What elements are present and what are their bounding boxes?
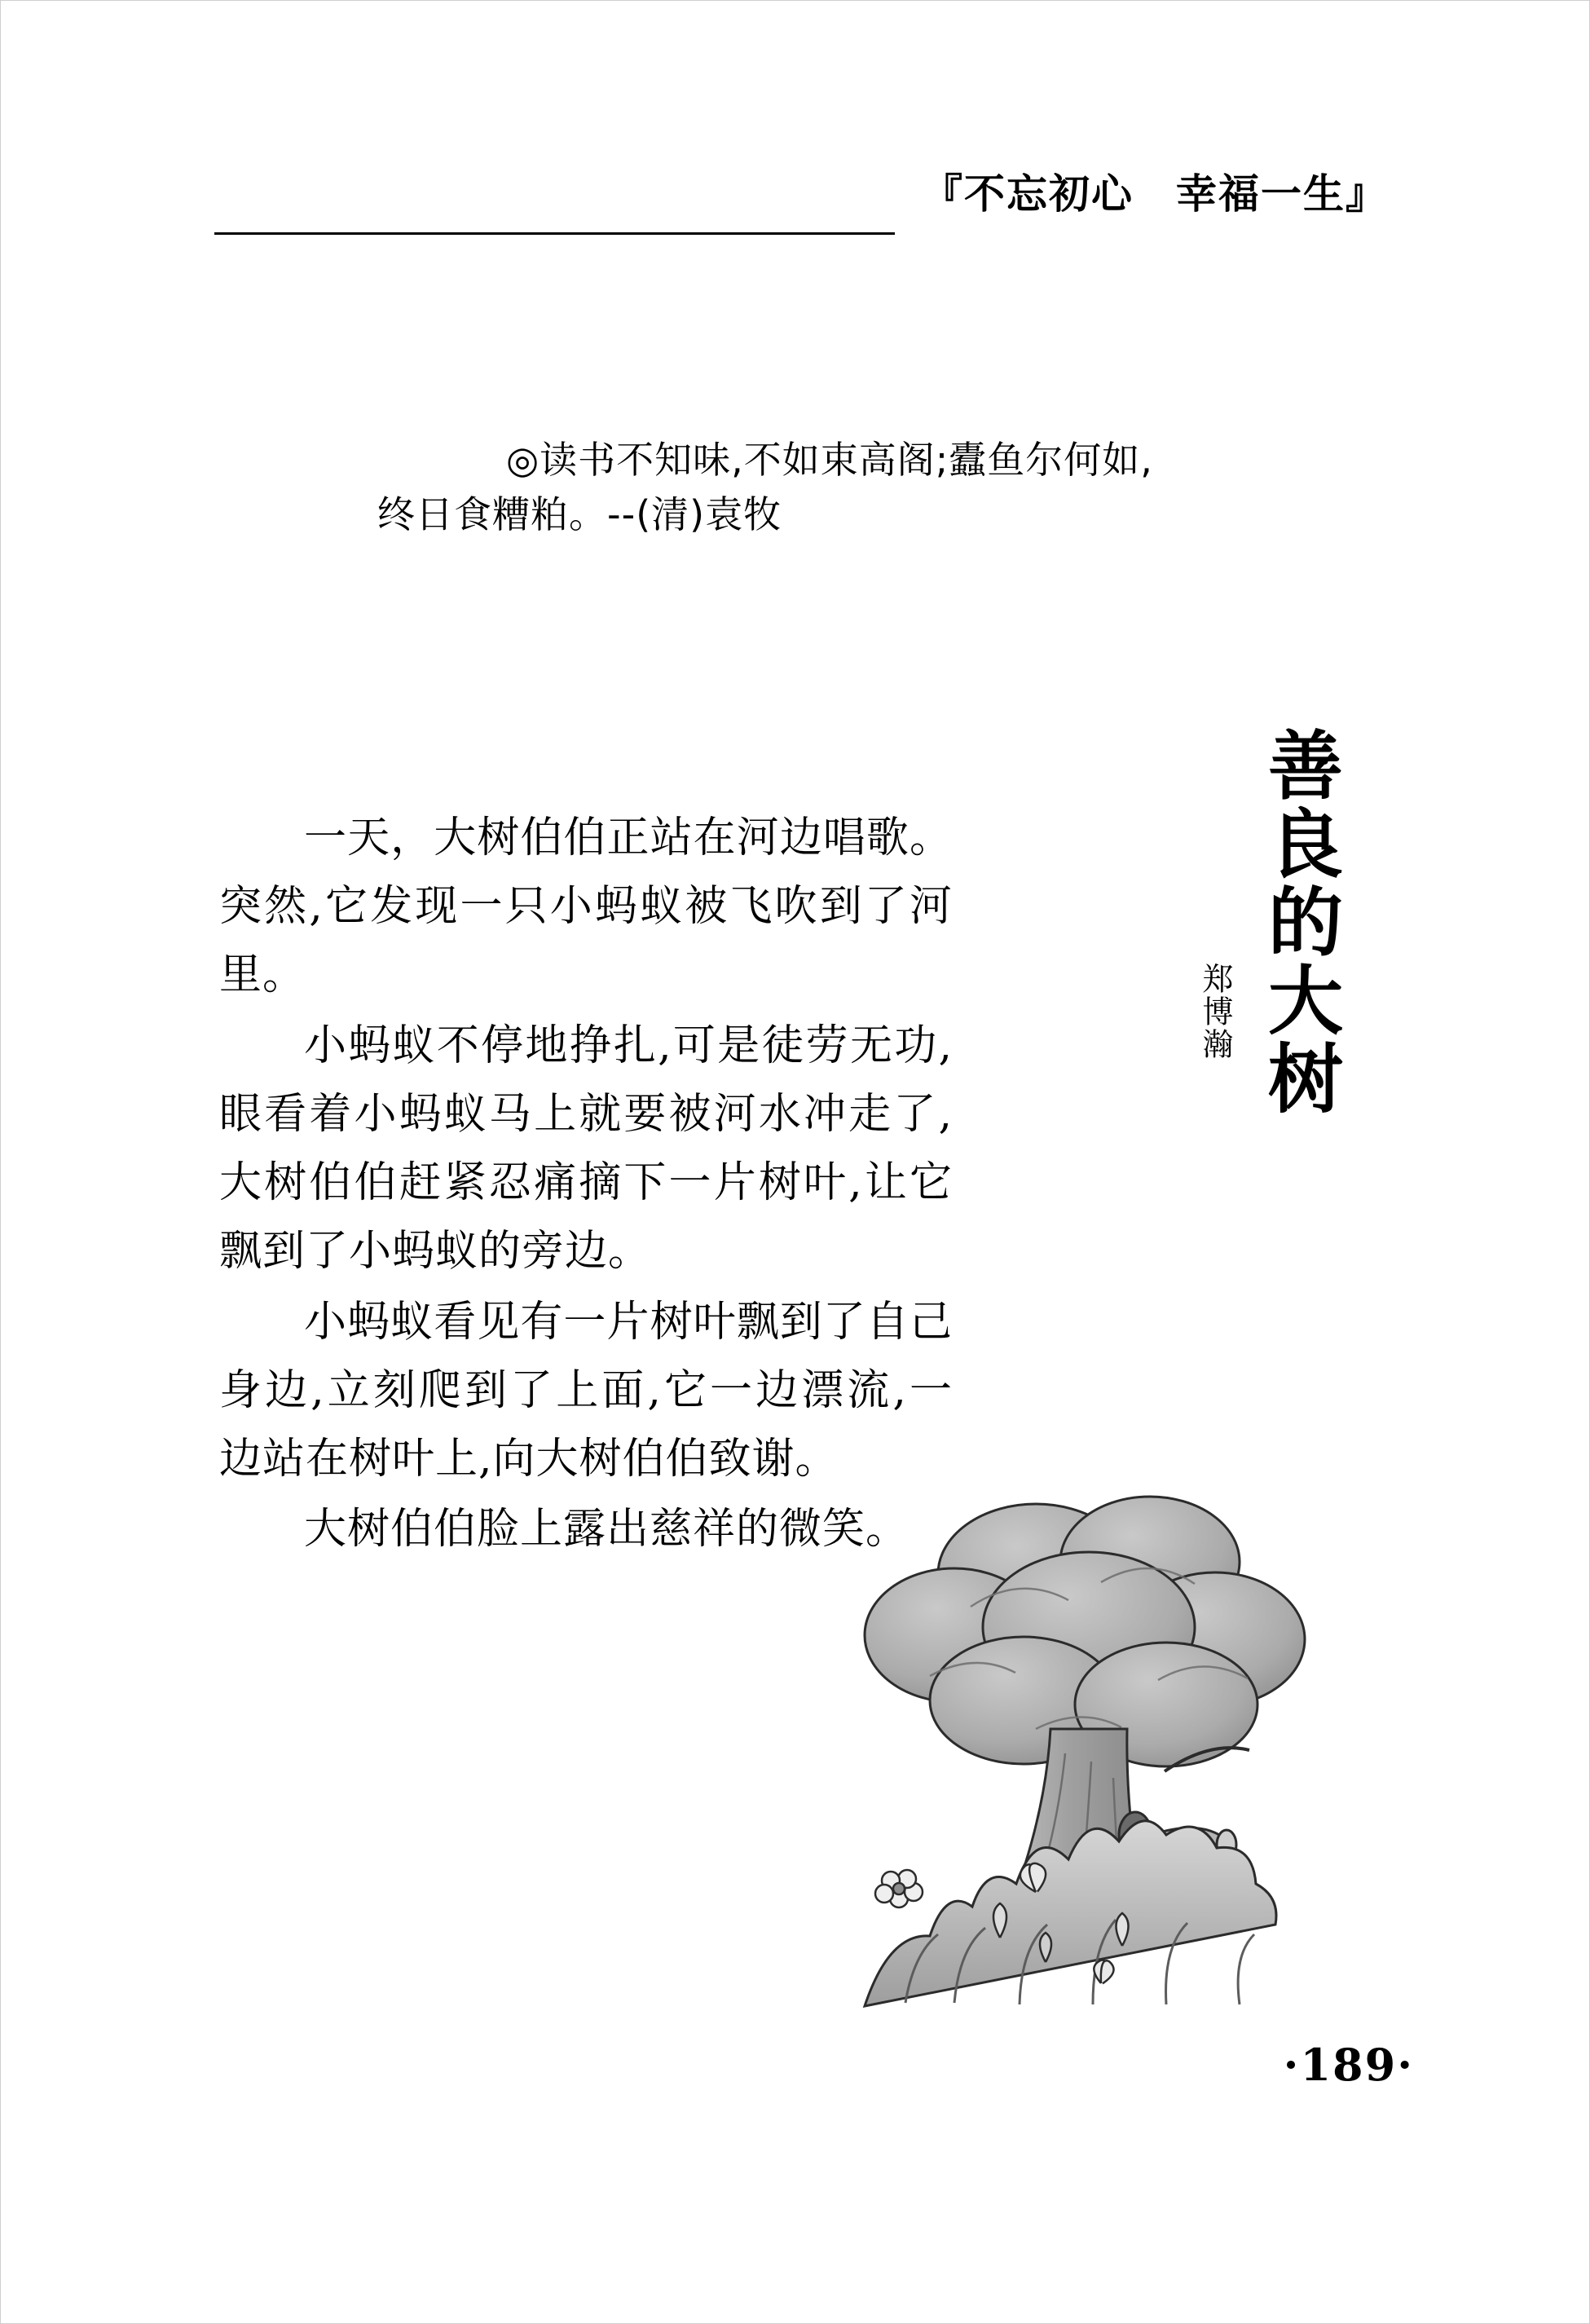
- body-paragraph: 小蚂蚁不停地挣扎,可是徒劳无功,眼看着小蚂蚁马上就要被河水冲走了,大树伯伯赶紧忍痛摘下一片树叶,让它飘到了小蚂蚁的旁边。: [219, 1021, 953, 1277]
- page-number: ·189·: [1283, 2039, 1414, 2091]
- header-rule: [214, 232, 895, 235]
- epigraph-quote: [377, 433, 1297, 541]
- page-header: [214, 170, 1388, 247]
- body-paragraph: 大树伯伯脸上露出慈祥的微笑。: [304, 1505, 910, 1554]
- article-body: [219, 804, 953, 1566]
- article-heading-block: [1011, 726, 1354, 1183]
- epigraph-line-2: 终日食糟粕。--(清)袁牧: [377, 492, 782, 536]
- epigraph-line-1: ◎读书不知味,不如束高阁;蠹鱼尔何如,: [506, 438, 1153, 482]
- header-title: 『不忘初心 幸福一生』: [922, 170, 1388, 218]
- body-paragraph: 一天，大树伯伯正站在河边唱歌。突然,它发现一只小蚂蚁被飞吹到了河里。: [219, 814, 953, 1000]
- body-paragraph: 小蚂蚁看见有一片树叶飘到了自己身边,立刻爬到了上面,它一边漂流,一边站在树叶上,向大树伯伯致谢。: [219, 1297, 953, 1484]
- article-author: 郑博瀚: [1197, 963, 1233, 1061]
- tree-with-flowers-icon: [832, 1484, 1354, 2022]
- article-title: 善良的大树: [1256, 726, 1344, 1118]
